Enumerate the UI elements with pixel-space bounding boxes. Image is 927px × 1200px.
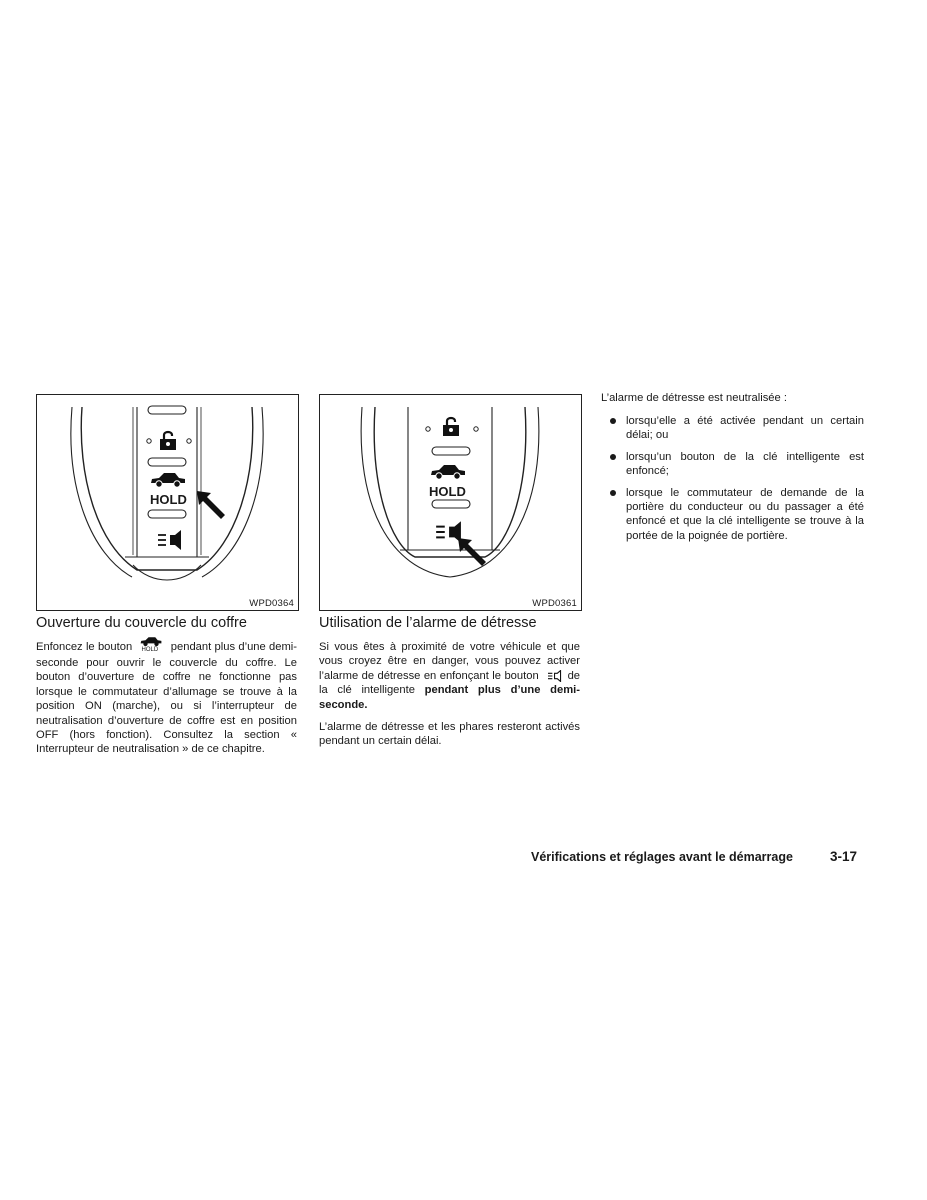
footer-section-title: Vérifications et réglages avant le démarrage xyxy=(531,850,793,864)
page-number: 3-17 xyxy=(830,849,858,864)
trunk-car-icon xyxy=(429,463,467,481)
panic-alarm-icon xyxy=(156,529,182,551)
bullet-dot xyxy=(610,490,616,496)
list-item xyxy=(601,450,864,479)
text-bold: pendant plus d’une demi-seconde. xyxy=(319,684,581,711)
unlock-icon xyxy=(158,429,178,451)
paragraph-panic-1 xyxy=(319,640,580,712)
text-span: Si vous êtes à proximité de votre véhicule et que vous croyez être en danger, vous pouvez activer l’alarme de détresse en enfonçant le bouton xyxy=(319,641,580,682)
panic-inline-icon xyxy=(542,670,564,682)
paragraph-trunk xyxy=(36,638,297,757)
figure-code: WPD0361 xyxy=(532,598,577,609)
hold-label: HOLD xyxy=(429,484,466,499)
paragraph-panic-2: L’alarme de détresse et les phares resteront activés pendant un certain délai. xyxy=(319,721,580,748)
figure-code: WPD0364 xyxy=(249,598,294,609)
text-span: pendant plus d’une demi-seconde pour ouvrir le couvercle du coffre. Le bouton d’ouverture de coffre ne fonctionne pas lorsque le commutateur d’allumage se trouve à la position ON (marche), ou si l’interrupteur de neutralisation d’ouverture de coffre est en position OFF (hors fonction). Consultez la section « Interrupteur de neutralisation » de ce chapitre. xyxy=(36,640,298,756)
figure-panic-button xyxy=(319,394,582,611)
bullet-list xyxy=(601,414,864,550)
trunk-hold-icon xyxy=(135,638,167,656)
section-heading-trunk: Ouverture du couvercle du coffre xyxy=(36,615,247,631)
text-span: de la clé intelligente xyxy=(319,669,581,697)
icon-label: HOLD xyxy=(141,647,159,653)
list-item xyxy=(601,486,864,544)
neutralized-intro: L’alarme de détresse est neutralisée : xyxy=(601,392,787,404)
arrow-icon xyxy=(456,536,488,566)
text-span: lorsqu’elle a été activée pendant un certain délai; ou xyxy=(626,415,864,442)
list-item xyxy=(601,414,864,443)
figure-trunk-button xyxy=(36,394,299,611)
text-span: lorsque le commutateur de demande de la portière du conducteur ou du passager a été enfoncé et que la clé intelligente se trouve à la portée de la poignée de portière. xyxy=(626,486,864,542)
bullet-dot xyxy=(610,418,616,424)
arrow-icon xyxy=(195,489,227,519)
unlock-icon xyxy=(441,415,461,437)
hold-label: HOLD xyxy=(150,492,187,507)
text-span: Enfoncez le bouton xyxy=(36,640,133,653)
text-span: lorsqu’un bouton de la clé intelligente est enfoncé; xyxy=(626,450,864,478)
section-heading-panic: Utilisation de l’alarme de détresse xyxy=(319,615,537,631)
bullet-dot xyxy=(610,454,616,460)
trunk-car-icon xyxy=(149,471,187,489)
